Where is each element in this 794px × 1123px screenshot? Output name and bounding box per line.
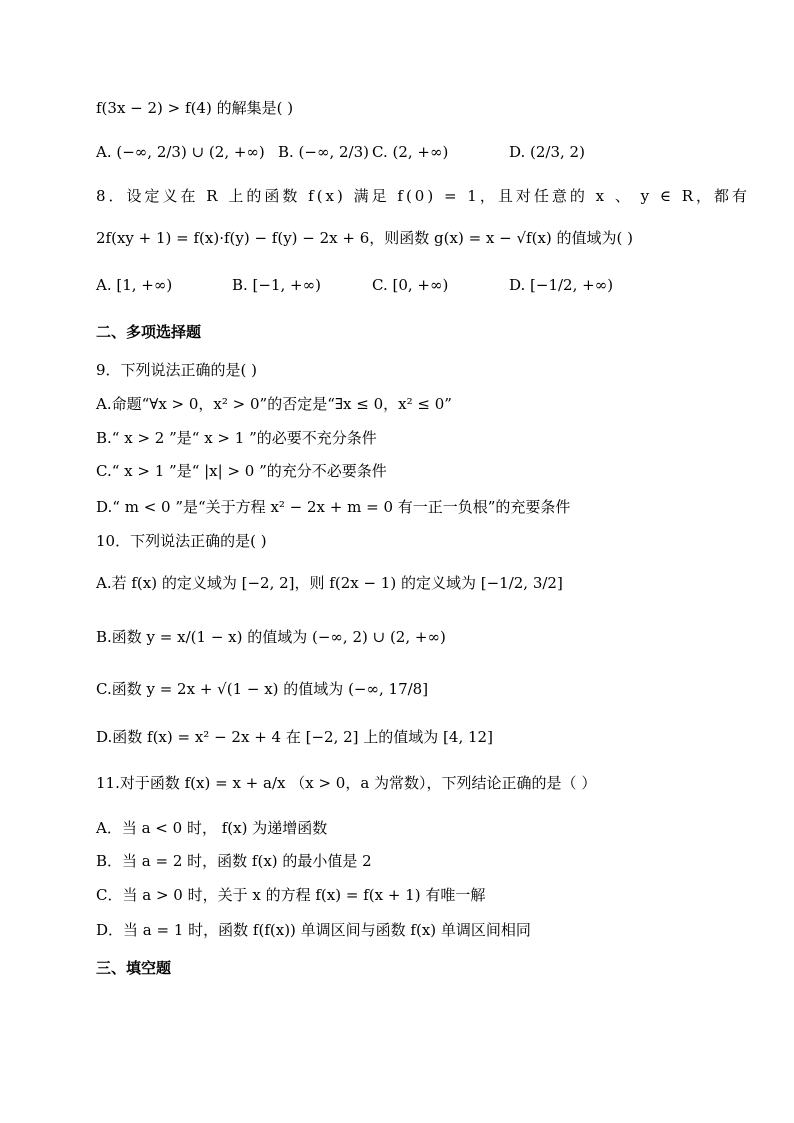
q8-option-c: C. [0, +∞) <box>372 276 449 294</box>
q8-option-a: A. [1, +∞) <box>96 276 173 294</box>
q11-option-a: A．当 a < 0 时， f(x) 为递增函数 <box>96 819 328 837</box>
q11-option-b: B．当 a = 2 时，函数 f(x) 的最小值是 2 <box>96 852 372 870</box>
q8-option-d: D. [−1/2, +∞) <box>509 276 614 294</box>
q8-stem-line1: 8．设定义在 R 上的函数 f(x) 满足 f(0) = 1，且对任意的 x 、 y ∈ R，都有 <box>96 187 751 205</box>
q7-option-a: A. (−∞, 2/3) ∪ (2, +∞) <box>96 143 265 161</box>
q10-stem: 10．下列说法正确的是( ) <box>96 532 267 550</box>
q9-option-d: D.“ m < 0 ”是“关于方程 x² − 2x + m = 0 有一正一负根”的充要条件 <box>96 498 571 516</box>
q9-option-c: C.“ x > 1 ”是“ |x| > 0 ”的充分不必要条件 <box>96 462 387 480</box>
q10-option-c: C.函数 y = 2x + √(1 − x) 的值域为 (−∞, 17/8] <box>96 680 429 698</box>
q10-option-d: D.函数 f(x) = x² − 2x + 4 在 [−2, 2] 上的值域为 [4, 12] <box>96 728 493 746</box>
q7-option-b: B. (−∞, 2/3) <box>278 143 370 161</box>
q7-stem-tail: f(3x − 2) > f(4) 的解集是( ) <box>96 99 294 117</box>
q7-option-d: D. (2/3, 2) <box>509 143 585 161</box>
q11-stem: 11.对于函数 f(x) = x + a/x （x > 0，a 为常数），下列结论正确的是（ ） <box>96 774 597 792</box>
q11-option-d: D．当 a = 1 时，函数 f(f(x)) 单调区间与函数 f(x) 单调区间相同 <box>96 921 531 939</box>
q10-option-a: A.若 f(x) 的定义域为 [−2, 2]，则 f(2x − 1) 的定义域为 [−1/2, 3/2] <box>96 574 563 592</box>
q8-stem-line2: 2f(xy + 1) = f(x)·f(y) − f(y) − 2x + 6，则函数 g(x) = x − √f(x) 的值域为( ) <box>96 229 634 247</box>
q11-option-c: C．当 a > 0 时，关于 x 的方程 f(x) = f(x + 1) 有唯一解 <box>96 886 486 904</box>
section-heading-fill-blank: 三、填空题 <box>96 959 172 977</box>
q10-option-b: B.函数 y = x/(1 − x) 的值域为 (−∞, 2) ∪ (2, +∞) <box>96 628 446 646</box>
q7-option-c: C. (2, +∞) <box>372 143 449 161</box>
section-heading-multiple-choice: 二、多项选择题 <box>96 323 202 341</box>
q9-option-b: B.“ x > 2 ”是“ x > 1 ”的必要不充分条件 <box>96 429 377 447</box>
q9-stem: 9．下列说法正确的是( ) <box>96 361 258 379</box>
q8-option-b: B. [−1, +∞) <box>232 276 321 294</box>
q9-option-a: A.命题“∀x > 0，x² > 0”的否定是“∃x ≤ 0，x² ≤ 0” <box>96 395 452 413</box>
